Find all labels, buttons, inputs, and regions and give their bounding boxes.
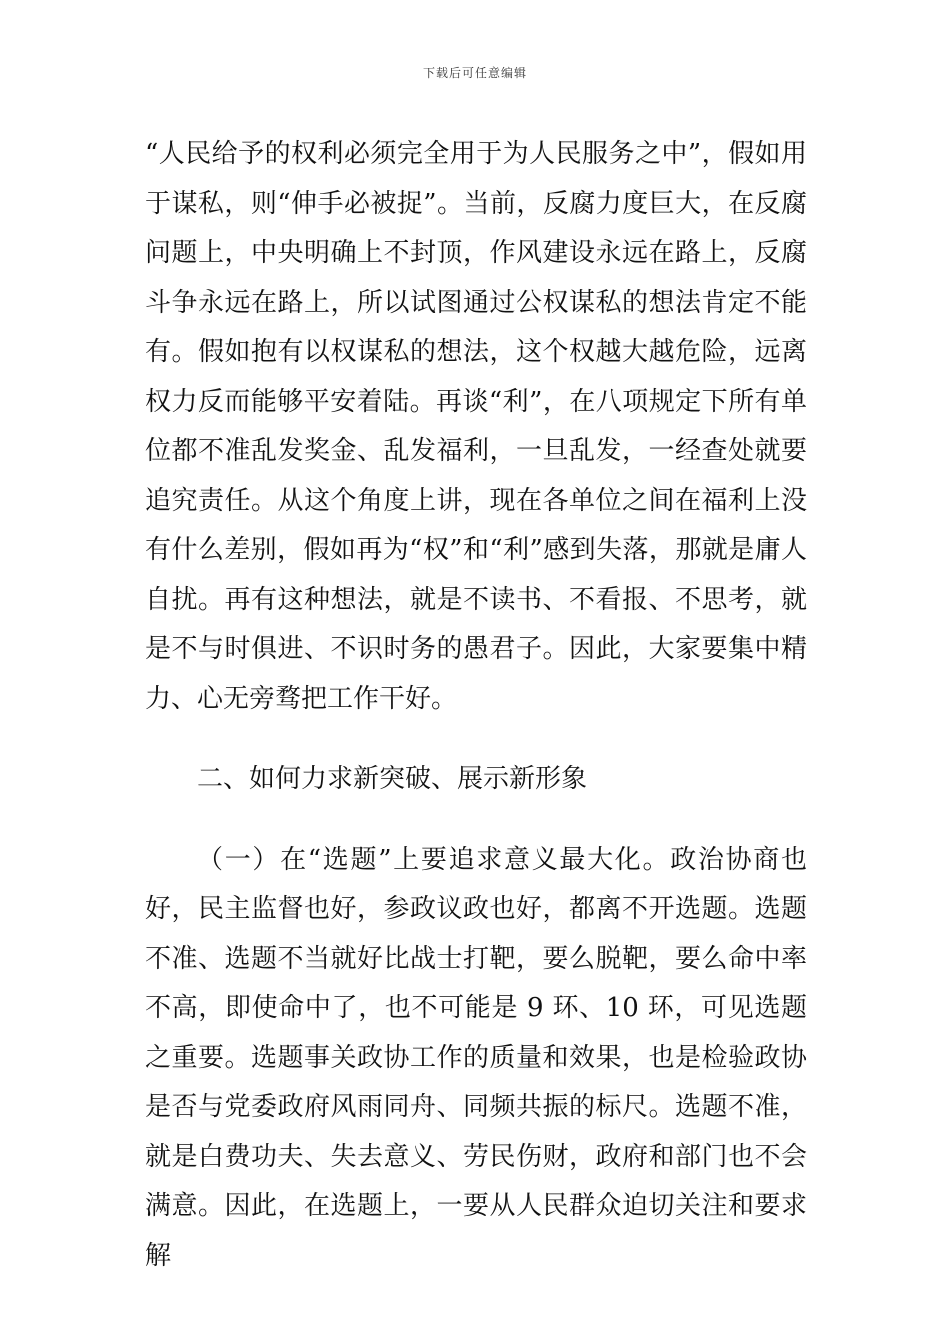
page-header: 下载后可任意编辑: [422, 66, 527, 80]
paragraph-topic-selection: （一）在“选题”上要追求意义最大化。政治协商也好，民主监督也好，参政议政也好，都离不开选题。选题不准、选题不当就好比战士打靶，要么脱靶，要么命中率不高，即使命中了，也不可能是 9 环、10 环，可见选题之重要。选题事关政协工作的质量和效果，也是检验政协是否与党委政府风雨同舟、同频共振的标尺。选题不准，就是白费功夫、失去意义、劳民伤财，政府和部门也不会满意。因此，在选题上，一要从人民群众迫切关注和要求解: [145, 844, 807, 1271]
document-body: [145, 130, 807, 1281]
paragraph-continuation: “人民给予的权利必须完全用于为人民服务之中”，假如用于谋私，则“伸手必被捉”。当前，反腐力度巨大，在反腐问题上，中央明确上不封顶，作风建设永远在路上，反腐斗争永远在路上，所以试图通过公权谋私的想法肯定不能有。假如抱有以权谋私的想法，这个权越大越危险，远离权力反而能够平安着陆。再谈“利”，在八项规定下所有单位都不准乱发奖金、乱发福利，一旦乱发，一经查处就要追究责任。从这个角度上讲，现在各单位之间在福利上没有什么差别，假如再为“权”和“利”感到失落，那就是庸人自扰。再有这种想法，就是不读书、不看报、不思考，就是不与时俱进、不识时务的愚君子。因此，大家要集中精力、心无旁骛把工作干好。: [145, 139, 807, 714]
paragraph-gap: [145, 724, 807, 755]
paragraph-gap: [145, 805, 807, 836]
section-heading: 二、如何力求新突破、展示新形象: [197, 764, 588, 794]
